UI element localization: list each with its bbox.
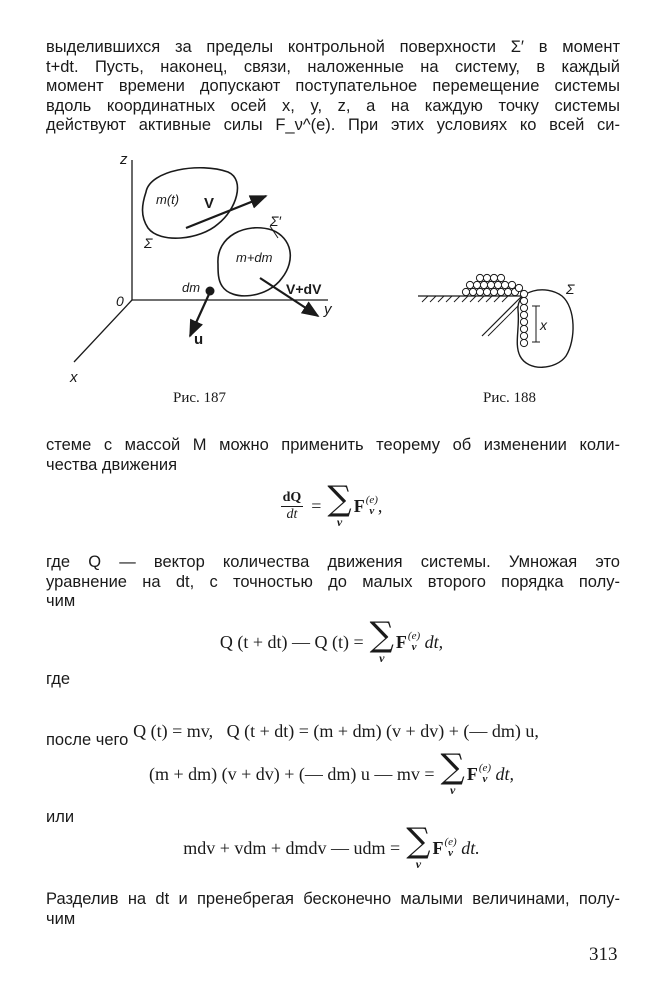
or-label: или bbox=[46, 808, 75, 826]
paragraph-3 bbox=[46, 553, 620, 612]
paragraph-2 bbox=[46, 436, 620, 475]
equation-5: mdv + vdm + dmdv — udm = ∑ ν F (e) ν dt. bbox=[183, 821, 480, 871]
text-line: вдоль координатных осей x, y, z, а на каждую точку системы bbox=[46, 96, 620, 115]
equation-4: (m + dm) (v + dv) + (— dm) u — mv = ∑ ν F (e) ν dt, bbox=[148, 747, 515, 797]
equation-2: Q (t + dt) — Q (t) = ∑ ν F (e) ν dt, bbox=[219, 615, 444, 665]
table-hatching bbox=[422, 296, 508, 302]
label-y: y bbox=[324, 301, 332, 318]
text-line: чества движения bbox=[46, 455, 178, 474]
u-arrow bbox=[190, 292, 210, 336]
paragraph-4 bbox=[46, 890, 620, 929]
figure-188 bbox=[416, 270, 596, 380]
label-v: V bbox=[204, 195, 215, 212]
label-sigma-188: Σ bbox=[566, 281, 575, 297]
label-sigma: Σ bbox=[144, 235, 153, 251]
page-number: 313 bbox=[589, 944, 618, 965]
where-label: где bbox=[46, 670, 71, 688]
label-x: x bbox=[70, 369, 78, 386]
equation-3: Q (t) = mv, Q (t + dt) = (m + dm) (v + dv) + (— dm) u, bbox=[133, 721, 539, 741]
text-line: где Q — вектор количества движения системы. Умножая это bbox=[46, 553, 620, 571]
label-sigma-prime: Σ′ bbox=[270, 213, 282, 229]
paragraph-1 bbox=[46, 38, 620, 136]
text-line: чим bbox=[46, 909, 76, 928]
text-line: выделившихся за пределы контрольной поверхности Σ′ в момент bbox=[46, 38, 620, 56]
velocity-arrow bbox=[186, 196, 266, 228]
summation: ∑ ν bbox=[369, 615, 394, 665]
text-line: Разделив на dt и пренебрегая бесконечно малыми величинами, полу- bbox=[46, 890, 620, 908]
summation: ∑ ν bbox=[440, 747, 465, 797]
x-axis bbox=[74, 300, 132, 362]
text-line: уравнение на dt, с точностью до малых второго порядка полу- bbox=[46, 572, 620, 591]
after-label: после чего bbox=[46, 731, 129, 749]
summation: ∑ ν bbox=[327, 479, 352, 529]
equation-1: $\frac{dQ}{dt}$ = ∑ ν F (e) ν , bbox=[282, 479, 383, 529]
figure-187 bbox=[60, 148, 400, 388]
text-line: t+dt. Пусть, наконец, связи, наложенные на систему, в каждый bbox=[46, 57, 620, 76]
text-line: стеме с массой M можно применить теорему об изменении коли- bbox=[46, 436, 620, 454]
caption-fig-187: Рис. 187 bbox=[173, 390, 227, 406]
label-mt: m(t) bbox=[156, 192, 180, 207]
label-origin: 0 bbox=[116, 293, 124, 309]
label-z: z bbox=[120, 151, 128, 168]
text-line: чим bbox=[46, 592, 76, 610]
label-u: u bbox=[194, 331, 204, 348]
text-line: момент времени допускают поступательное перемещение системы bbox=[46, 77, 620, 95]
text-line: действуют активные силы F_ν^(e). При этих условиях ко всей си- bbox=[46, 116, 620, 134]
label-dm: dm bbox=[182, 280, 201, 295]
summation: ∑ ν bbox=[406, 821, 431, 871]
label-v-dv: V+dV bbox=[286, 281, 322, 297]
fraction-dq-dt: $\frac{dQ}{dt}$ bbox=[282, 489, 302, 522]
caption-fig-188: Рис. 188 bbox=[483, 390, 537, 406]
mass-dm-point bbox=[206, 287, 215, 296]
label-x-188: x bbox=[540, 317, 547, 333]
label-m-dm: m+dm bbox=[236, 250, 273, 265]
